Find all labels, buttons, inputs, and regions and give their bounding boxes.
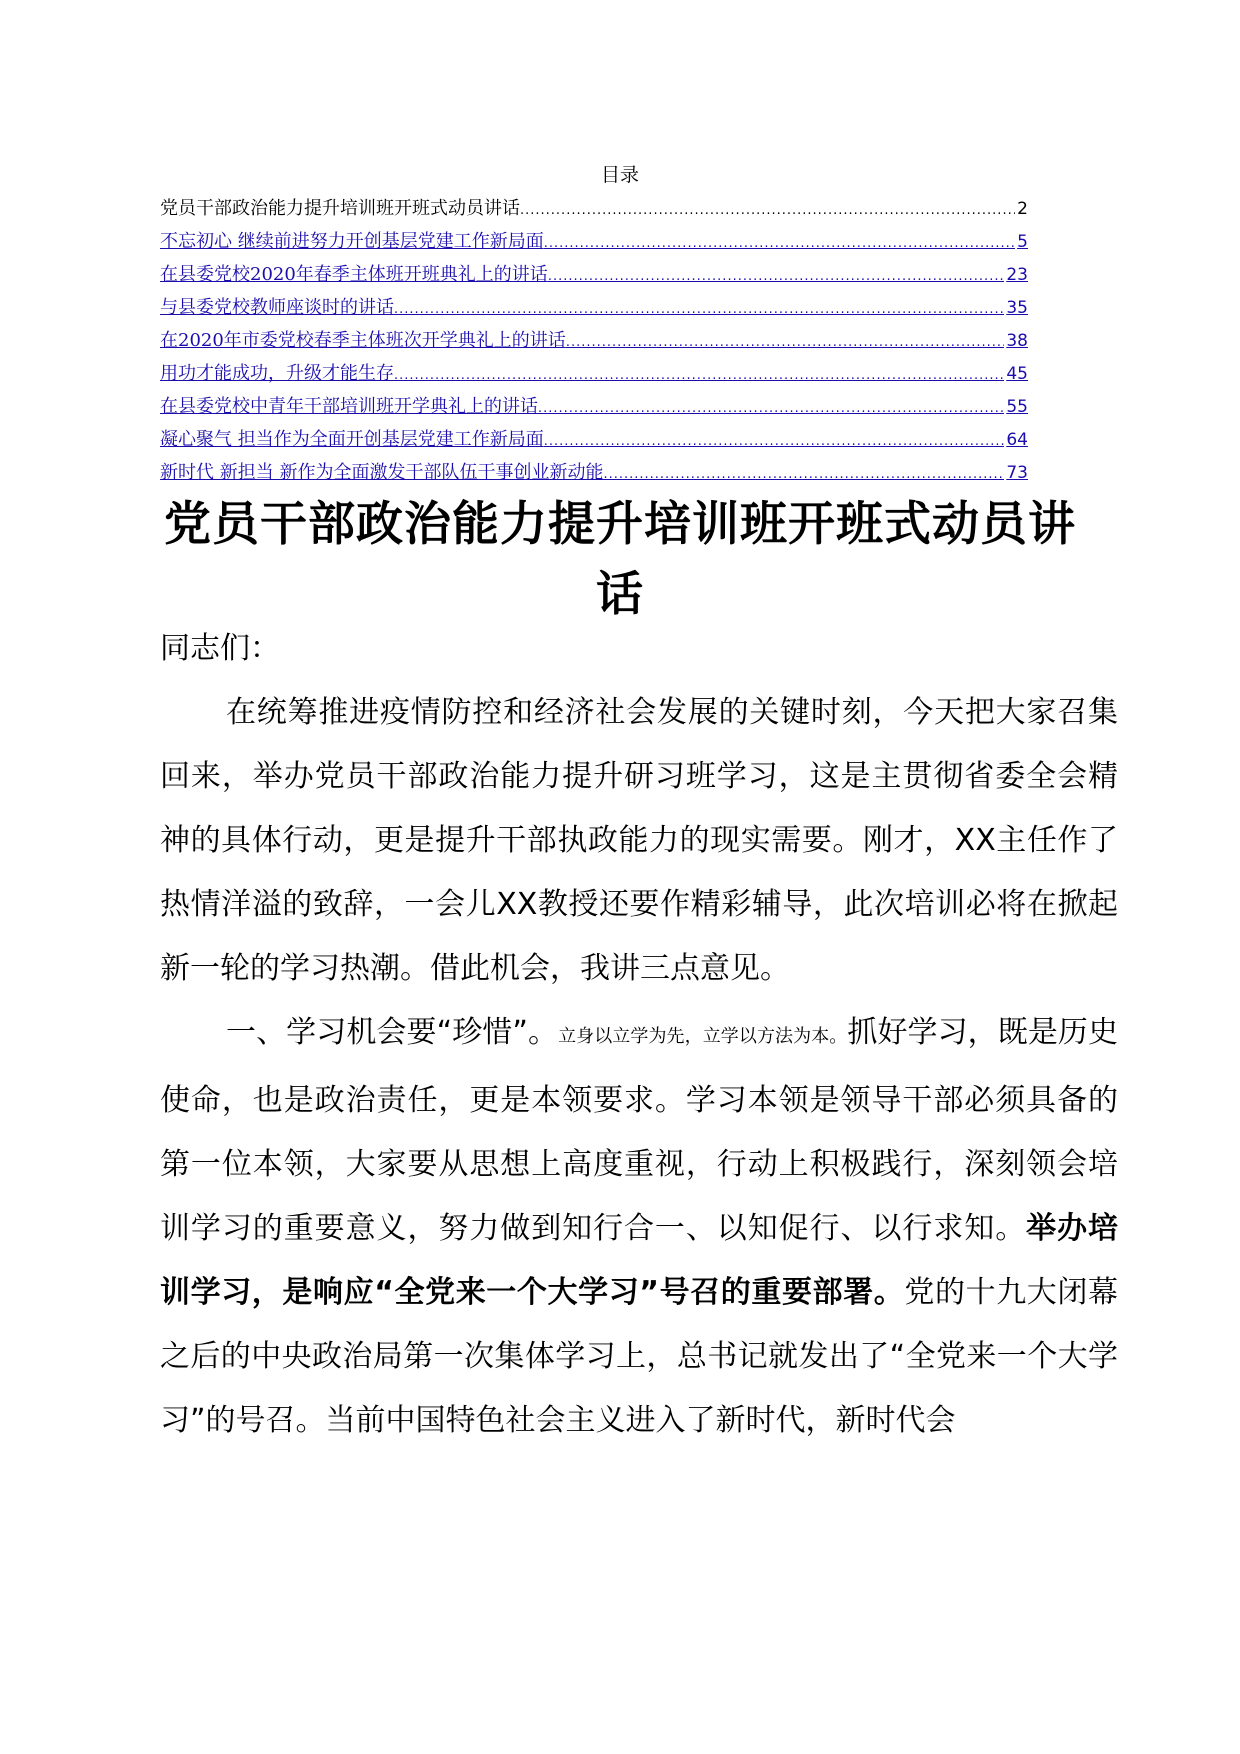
toc-entry[interactable] — [160, 390, 1028, 423]
toc-entry-title: 凝心聚气 担当作为全面开创基层党建工作新局面 — [160, 429, 544, 450]
paragraph-section-one — [160, 1001, 1118, 1453]
toc-entry-page: 38 — [1006, 331, 1028, 351]
toc-entry-page: 55 — [1006, 397, 1028, 417]
toc-entry-page: 73 — [1006, 463, 1028, 483]
toc-dot-leader — [394, 359, 1004, 390]
table-of-contents — [160, 192, 1028, 489]
toc-dot-leader — [538, 392, 1004, 423]
section-one-heading: 一、学习机会要“珍惜”。 — [226, 1015, 559, 1050]
toc-entry-title: 在2020年市委党校春季主体班次开学典礼上的讲话 — [160, 330, 566, 351]
toc-dot-leader — [548, 260, 1005, 291]
toc-entry-title: 在县委党校2020年春季主体班开班典礼上的讲话 — [160, 264, 548, 285]
toc-dot-leader — [566, 326, 1005, 357]
toc-entry-title: 用功才能成功，升级才能生存 — [160, 363, 394, 384]
toc-entry[interactable] — [160, 423, 1028, 456]
toc-entry — [160, 192, 1028, 225]
toc-entry[interactable] — [160, 357, 1028, 390]
toc-entry-page: 23 — [1006, 265, 1028, 285]
toc-entry-title: 党员干部政治能力提升培训班开班式动员讲话 — [160, 198, 520, 219]
toc-entry-page: 35 — [1006, 298, 1028, 318]
toc-dot-leader — [544, 425, 1005, 456]
toc-entry-page: 5 — [1017, 232, 1028, 252]
section-one-text-continued: 党的十九大闭幕之后的中央政治局第一次集体学习上，总书记就发出了“全党来一个大学习”的号召。当前中国特色社会主义进入了新时代，新时代会 — [160, 1275, 1118, 1438]
toc-entry-title: 新时代 新担当 新作为全面激发干部队伍干事创业新动能 — [160, 462, 604, 483]
section-one-text: 抓好学习，既是历史使命，也是政治责任，更是本领要求。学习本领是领导干部必须具备的第一位本领，大家要从思想上高度重视，行动上积极践行，深刻领会培训学习的重要意义，努力做到知行合一、以知促行、以行求知。 — [160, 1015, 1119, 1246]
toc-heading: 目录 — [600, 164, 639, 186]
toc-entry[interactable] — [160, 324, 1028, 357]
section-one-bold-statement: 举办培训学习，是响应“全党来一个大学习”号召的重要部署。 — [160, 1211, 1119, 1310]
salutation: 同志们： — [160, 631, 280, 666]
toc-dot-leader — [544, 227, 1015, 258]
toc-dot-leader — [520, 194, 1015, 225]
toc-dot-leader — [603, 458, 1004, 489]
toc-entry-title: 在县委党校中青年干部培训班开学典礼上的讲话 — [160, 396, 538, 417]
toc-entry[interactable] — [160, 456, 1028, 489]
section-one-motto: 立身以立学为先，立学以方法为本。 — [558, 1026, 848, 1047]
document-body — [160, 617, 1118, 1453]
toc-entry-title: 不忘初心 继续前进努力开创基层党建工作新局面 — [160, 231, 544, 252]
paragraph-intro: 在统筹推进疫情防控和经济社会发展的关键时刻，今天把大家召集回来，举办党员干部政治能力提升研习班学习，这是主贯彻省委全会精神的具体行动，更是提升干部执政能力的现实需要。刚才，XX主任作了热情洋溢的致辞，一会儿XX教授还要作精彩辅导，此次培训必将在掀起新一轮的学习热潮。借此机会，我讲三点意见。 — [160, 695, 1118, 986]
toc-entry-title: 与县委党校教师座谈时的讲话 — [160, 297, 394, 318]
toc-entry[interactable] — [160, 258, 1028, 291]
document-title: 党员干部政治能力提升培训班开班式动员讲话 — [164, 497, 1076, 622]
toc-entry-page: 45 — [1006, 364, 1028, 384]
toc-entry-page: 2 — [1017, 199, 1028, 219]
toc-entry[interactable] — [160, 291, 1028, 324]
toc-entry[interactable] — [160, 225, 1028, 258]
toc-entry-page: 64 — [1006, 430, 1028, 450]
toc-dot-leader — [394, 293, 1004, 324]
